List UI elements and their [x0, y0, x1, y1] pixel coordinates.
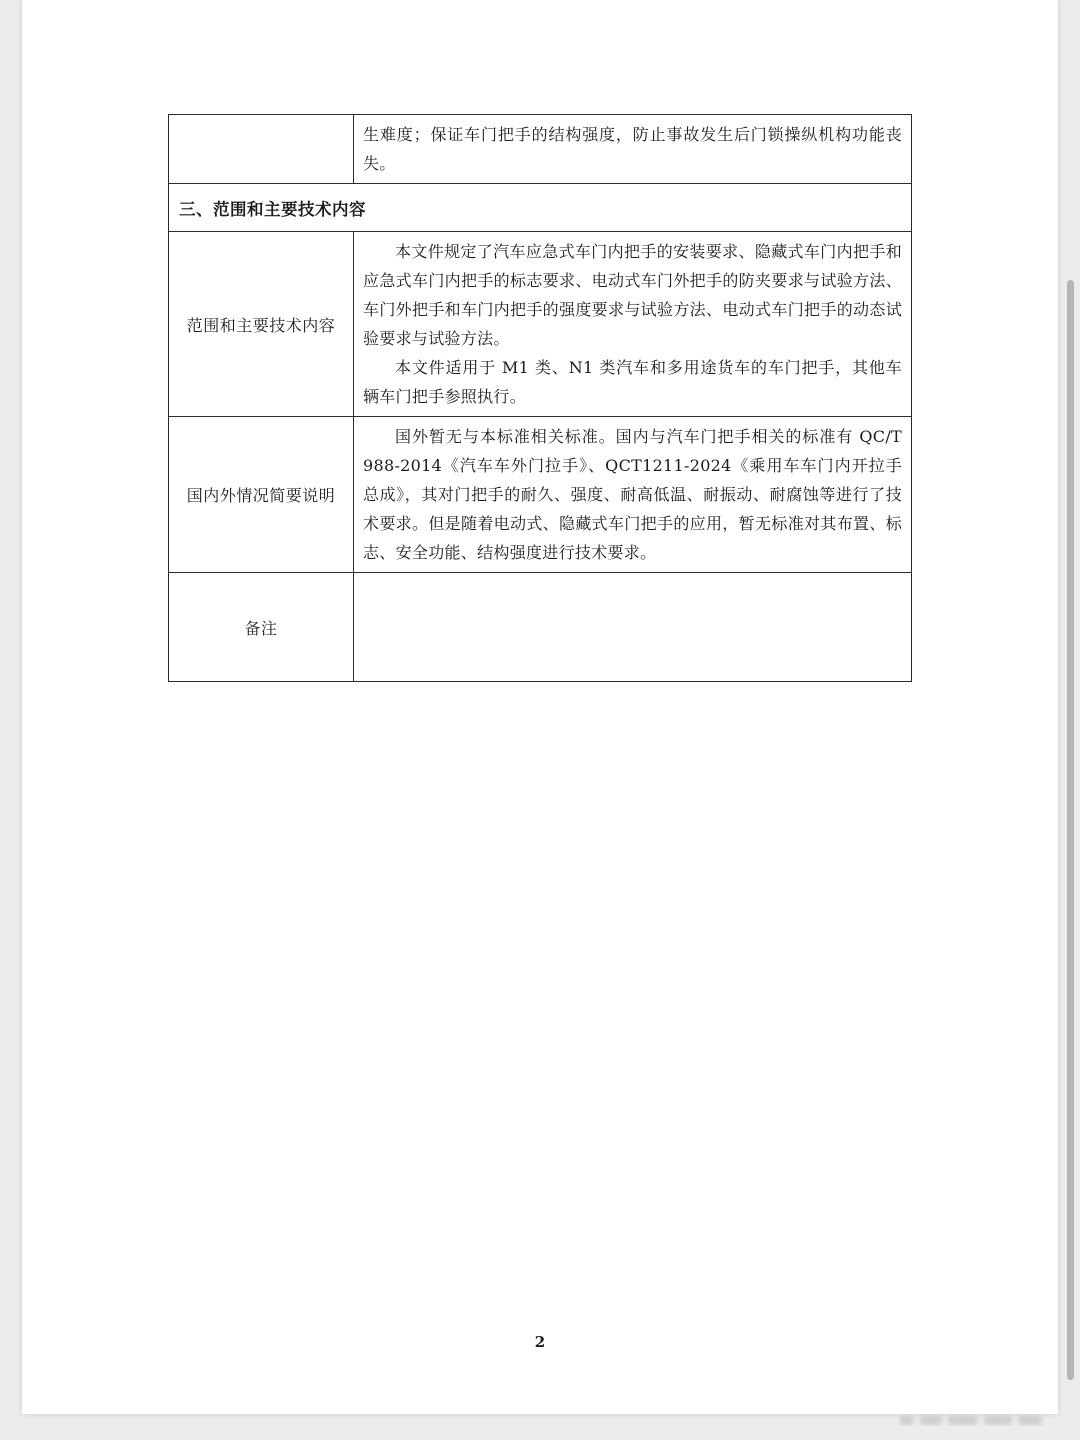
section-heading: 三、范围和主要技术内容	[169, 184, 912, 232]
table-row-intl	[169, 417, 912, 573]
intl-paragraph-1: 国外暂无与本标准相关标准。国内与汽车门把手相关的标准有 QC/T 988-2014《汽车车外门拉手》、QCT1211-2024《乘用车车门内开拉手总成》，其对门把手的耐久、强度、耐高低温、耐振动、耐腐蚀等进行了技术要求。但是随着电动式、隐藏式车门把手的应用，暂无标准对其布置、标志、安全功能、结构强度进行技术要求。	[363, 427, 902, 562]
scope-content	[354, 232, 912, 417]
scope-label: 范围和主要技术内容	[169, 232, 354, 417]
section-heading-row	[169, 184, 912, 232]
continued-text: 生难度；保证车门把手的结构强度，防止事故发生后门锁操纵机构功能丧失。	[363, 125, 902, 173]
table-row-continued	[169, 115, 912, 184]
notes-label: 备注	[169, 573, 354, 682]
page-number: 2	[534, 1333, 546, 1351]
intl-content	[354, 417, 912, 573]
scrollbar[interactable]	[1066, 280, 1076, 1380]
table-row-notes	[169, 573, 912, 682]
info-table	[168, 114, 912, 682]
continued-label-cell	[169, 115, 354, 184]
scope-paragraph-2: 本文件适用于 M1 类、N1 类汽车和多用途货车的车门把手，其他车辆车门把手参照执行。	[363, 358, 902, 406]
continued-content-cell	[354, 115, 912, 184]
scrollbar-thumb[interactable]	[1067, 280, 1074, 1380]
intl-label: 国内外情况简要说明	[169, 417, 354, 573]
document-page	[22, 0, 1058, 1414]
blurred-watermark	[898, 1410, 1046, 1430]
table-row-scope	[169, 232, 912, 417]
notes-content	[354, 573, 912, 682]
scope-paragraph-1: 本文件规定了汽车应急式车门内把手的安装要求、隐藏式车门内把手和应急式车门内把手的标志要求、电动式车门外把手的防夹要求与试验方法、车门外把手和车门内把手的强度要求与试验方法、电动式车门把手的动态试验要求与试验方法。	[363, 242, 902, 348]
